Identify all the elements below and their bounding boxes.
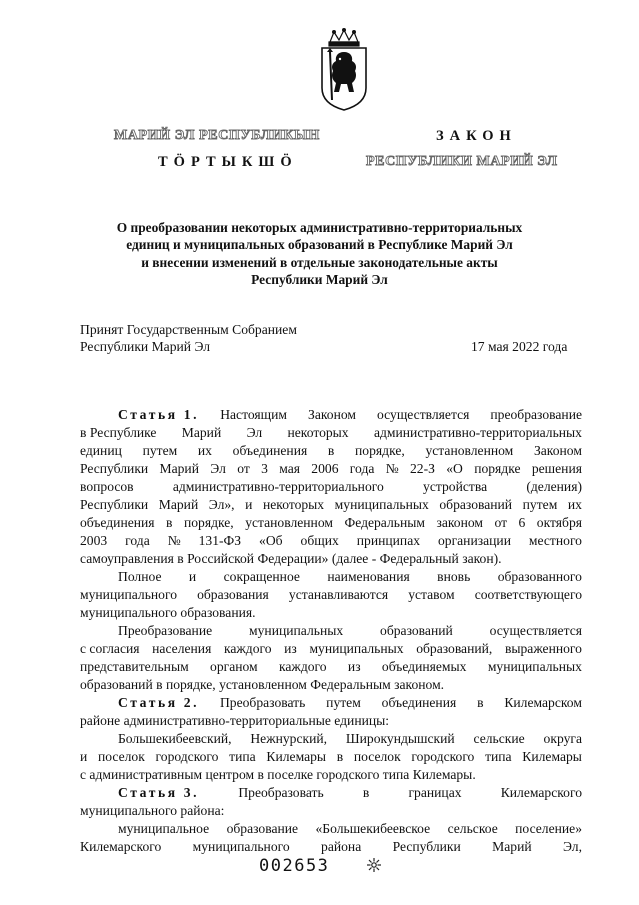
law-word-russian: ЗАКОН (436, 128, 517, 144)
paragraph-line: Преобразование муниципальных образований осуществляется (118, 623, 582, 638)
article-1-line: 2003 года № 131-ФЗ «Об общих принципах организации местного (80, 533, 582, 548)
coat-of-arms-icon (318, 28, 370, 112)
article-1-line: объединения в порядке, установленном Федеральным законом от 6 октября (80, 515, 582, 530)
article-3-label: Статья 3. (118, 785, 200, 800)
article-1-line: Республики Марий Эл от 3 мая 2006 года № 22-З «О порядке решения (80, 461, 582, 476)
article-1-line: единиц путем их объединения в порядке, установленном Законом (80, 443, 582, 458)
article-1-line: самоуправления в Российской Федерации» (далее - Федеральный закон). (80, 551, 502, 566)
article-3-line: Статья 3. Преобразовать в границах Килемарского (118, 785, 582, 800)
title-line: и внесении изменений в отдельные законодательные акты (141, 254, 498, 270)
republic-name-mari: МАРИЙ ЭЛ РЕСПУБЛИКЫН (114, 128, 320, 143)
paragraph-line: муниципального образования. (80, 605, 256, 620)
article-2-label: Статья 2. (118, 695, 200, 710)
paragraph-line: образований в порядке, установленном Федеральным законом. (80, 677, 445, 692)
paragraph-line: представительным органом каждого из объединяемых муниципальных (80, 659, 582, 674)
adopted-by-line1: Принят Государственным Собранием (80, 322, 297, 337)
article-3-line: муниципальное образование «Большекибеевское сельское поселение» (118, 821, 582, 836)
adopted-by-line2: Республики Марий Эл (80, 339, 211, 354)
law-word-mari: ТӦРТЫКШӦ (158, 154, 298, 170)
paragraph-line: с согласия населения каждого из муниципальных образований, выраженного (80, 641, 582, 656)
article-1-line: в Республике Марий Эл некоторых административно-территориальных (80, 425, 582, 440)
paragraph-line: муниципального образования устанавливаются уставом соответствующего (80, 587, 582, 602)
paragraph-line: Полное и сокращенное наименования вновь образованного (118, 569, 582, 584)
title-line: О преобразовании некоторых административно-территориальных (116, 220, 523, 235)
article-2-line: районе административно-территориальные единицы: (80, 713, 390, 728)
title-line: Республики Марий Эл (251, 272, 388, 288)
adoption-date: 17 мая 2022 года (471, 339, 568, 354)
article-2-line: и поселок городского типа Килемары в поселок городского типа Килемары (80, 749, 582, 764)
title-line: единиц и муниципальных образований в Республике Марий Эл (126, 237, 513, 253)
article-3-line: Килемарского муниципального района Республики Марий Эл, (80, 839, 582, 854)
document-serial-number: 002653 (259, 856, 330, 876)
law-title (40, 219, 599, 289)
seal-mark-icon (366, 857, 382, 873)
article-1-line: Республики Марий Эл», и некоторых муниципальных образований путем их (80, 497, 582, 512)
republic-name-russian: РЕСПУБЛИКИ МАРИЙ ЭЛ (366, 154, 558, 169)
article-1-line: Статья 1. Настоящим Законом осуществляется преобразование (118, 407, 582, 422)
article-2-line: с административным центром в поселке городского типа Килемары. (80, 767, 476, 782)
article-2-line: Большекибеевский, Нежнурский, Широкундышский сельские округа (118, 731, 582, 746)
article-2-line: Статья 2. Преобразовать путем объединения в Килемарском (118, 695, 582, 710)
article-3-line: муниципального района: (80, 803, 225, 818)
article-1-line: вопросов административно-территориального устройства (деления) (80, 479, 582, 494)
article-1-label: Статья 1. (118, 407, 200, 422)
